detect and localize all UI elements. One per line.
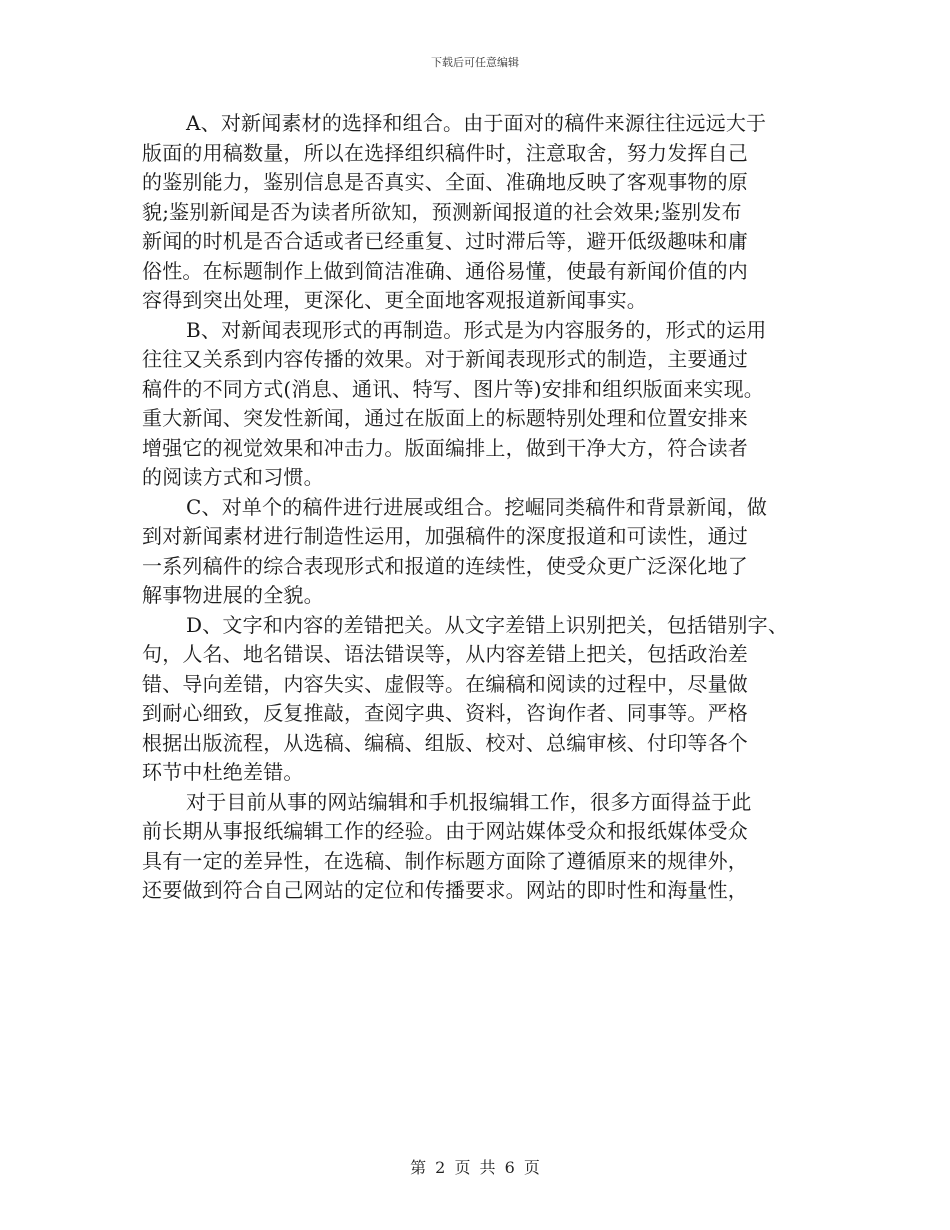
paragraph-line: 到对新闻素材进行制造性运用，加强稿件的深度报道和可读性，通过: [142, 524, 748, 548]
paragraph-line: 貌;鉴别新闻是否为读者所欲知，预测新闻报道的社会效果;鉴别发布: [142, 199, 742, 224]
paragraph-c: [142, 493, 822, 611]
paragraph-line: 版面的用稿数量，所以在选择组织稿件时，注意取舍，努力发挥自己: [142, 140, 748, 165]
paragraph-d: [142, 611, 822, 788]
paragraph-line: 容得到突出处理，更深化、更全面地客观报道新闻事实。: [142, 288, 647, 312]
paragraph-line: C、对单个的稿件进行进展或组合。挖崛同类稿件和背景新闻，做: [186, 494, 768, 519]
paragraph-line: 往往又关系到内容传播的效果。对于新闻表现形式的制造，主要通过: [142, 347, 748, 371]
paragraph-b: [142, 316, 822, 493]
paragraph-line: 对于目前从事的网站编辑和手机报编辑工作，很多方面得益于此: [186, 789, 752, 814]
paragraph-line: 根据出版流程，从选稿、编稿、组版、校对、总编审核、付印等各个: [142, 730, 748, 755]
paragraph-line: 环节中杜绝差错。: [142, 760, 304, 784]
paragraph-line: B、对新闻表现形式的再制造。形式是为内容服务的，形式的运用: [186, 317, 767, 342]
paragraph-line: 新闻的时机是否合适或者已经重复、过时滞后等，避开低级趣味和庸: [142, 229, 748, 253]
paragraph-line: 的阅读方式和习惯。: [142, 465, 324, 489]
document-body: [142, 109, 822, 906]
paragraph-line: 重大新闻、突发性新闻，通过在版面上的标题特别处理和位置安排来: [142, 406, 748, 430]
paragraph-line: 前长期从事报纸编辑工作的经验。由于网站媒体受众和报纸媒体受众: [142, 819, 748, 843]
page-footer: 第 2 页 共 6 页: [410, 1158, 540, 1177]
paragraph-line: 到耐心细致，反复推敲，查阅字典、资料，咨询作者、同事等。严格: [142, 701, 748, 725]
paragraph-line: 增强它的视觉效果和冲击力。版面编排上，做到干净大方，符合读者: [142, 435, 748, 460]
paragraph-line: 错、导向差错，内容失实、虚假等。在编稿和阅读的过程中，尽量做: [142, 671, 748, 696]
paragraph-line: 稿件的不同方式(消息、通讯、特写、图片等)安排和组织版面来实现。: [142, 376, 765, 401]
paragraph-line: 俗性。在标题制作上做到简洁准确、通俗易懂，使最有新闻价值的内: [142, 258, 748, 283]
paragraph-line: 还要做到符合自己网站的定位和传播要求。网站的即时性和海量性，: [142, 878, 748, 902]
page-header: 下载后可任意编辑: [431, 56, 519, 69]
paragraph-closing: [142, 788, 822, 906]
paragraph-line: 一系列稿件的综合表现形式和报道的连续性，使受众更广泛深化地了: [142, 553, 748, 578]
paragraph-line: D、文字和内容的差错把关。从文字差错上识别把关，包括错别字、: [186, 612, 789, 637]
paragraph-line: 句，人名、地名错误、语法错误等，从内容差错上把关，包括政治差: [142, 642, 748, 666]
paragraph-a: [142, 109, 822, 316]
paragraph-line: 解事物进展的全貌。: [142, 583, 324, 607]
paragraph-line: 的鉴别能力，鉴别信息是否真实、全面、准确地反映了客观事物的原: [142, 170, 748, 194]
paragraph-line: A、对新闻素材的选择和组合。由于面对的稿件来源往往远远大于: [186, 111, 767, 135]
paragraph-line: 具有一定的差异性，在选稿、制作标题方面除了遵循原来的规律外，: [142, 848, 748, 873]
